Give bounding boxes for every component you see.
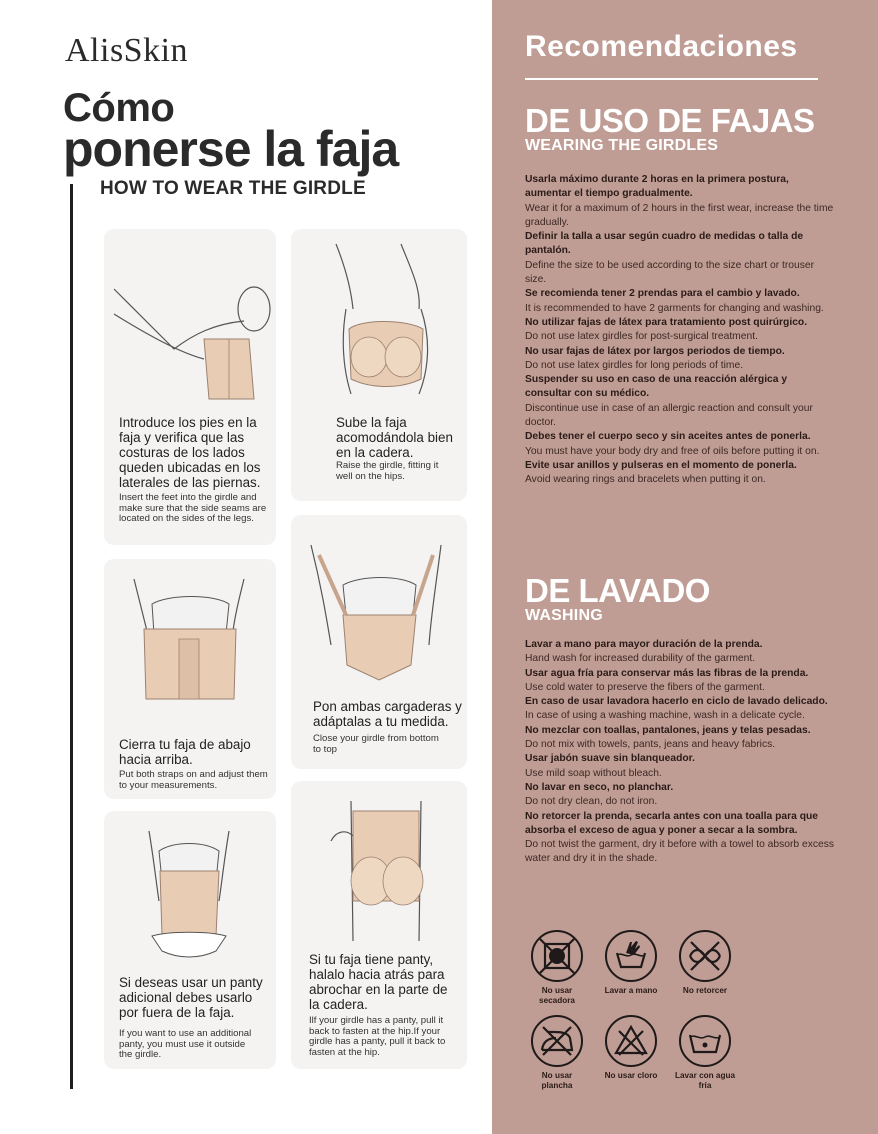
care-label: Lavar a mano xyxy=(604,986,658,995)
recommendations-underline xyxy=(525,78,818,80)
step-card-1 xyxy=(104,229,276,545)
page-title-line1: Cómo xyxy=(63,86,175,130)
use-item: Definir la talla a usar según cuadro de medidas o talla de pantalón. Define the size to be used according to the size chart or trouser size. xyxy=(525,231,815,286)
step-6-text-es: Si tu faja tiene panty, halalo hacia atrás para abrochar en la parte de la cadera. xyxy=(309,952,448,1012)
care-label: No usar secadora xyxy=(539,986,575,1005)
no-wring-icon xyxy=(679,930,731,982)
wash-section-title: DE LAVADO xyxy=(525,572,710,609)
care-label: No usar cloro xyxy=(604,1071,658,1080)
page-subtitle: HOW TO WEAR THE GIRDLE xyxy=(100,178,366,199)
step-card-4 xyxy=(291,515,467,769)
step-6-text-en: Ilf your girdle has a panty, pull it back to fasten at the hip.If your girdle has a panty, pull it back to fasten at the hip. xyxy=(309,1015,446,1058)
step-5-text-en: If you want to use an additional panty, you must use it outside the girdle. xyxy=(119,1028,252,1060)
step-3-text-es: Cierra tu faja de abajo hacia arriba. xyxy=(119,737,251,767)
wash-item: Usar agua fría para conservar más las fibras de la prenda. Use cold water to preserve the fibers of the garment. xyxy=(525,667,809,693)
recommendations-title: Recomendaciones xyxy=(525,30,798,63)
wash-item: Lavar a mano para mayor duración de la prenda. Hand wash for increased durability of the garment. xyxy=(525,639,763,665)
care-item-no-wring xyxy=(674,930,736,1005)
step-card-6 xyxy=(291,781,467,1069)
wash-recommendations-list xyxy=(525,638,835,867)
care-item-no-tumble-dry xyxy=(526,930,588,1005)
wash-item: No mezclar con toallas, pantalones, jeans y telas pesadas. Do not mix with towels, pants, jeans and heavy fabrics. xyxy=(525,724,811,751)
step-4-text-en: Close your girdle from bottom to top xyxy=(313,733,439,755)
wash-item: En caso de usar lavadora hacerlo en ciclo de lavado delicado. In case of using a washing machine, wash in a delicate cycle. xyxy=(525,696,828,722)
step-1-illustration xyxy=(104,229,276,409)
use-section-subtitle: WEARING THE GIRDLES xyxy=(525,137,719,154)
step-4-text-es: Pon ambas cargaderas y adáptalas a tu medida. xyxy=(313,699,462,729)
use-item: No usar fajas de látex por largos periodos de tiempo. Do not use latex girdles for long periods of time. xyxy=(525,345,785,371)
use-item: Suspender su uso en caso de una reacción alérgica y consultar con su médico. Discontinue use in case of an allergic reaction and consult your doctor. xyxy=(525,374,813,429)
step-5-text-es: Si deseas usar un panty adicional debes usarlo por fuera de la faja. xyxy=(119,975,263,1020)
step-3-illustration xyxy=(104,559,276,709)
care-icons-row-2 xyxy=(526,1015,736,1090)
step-5-illustration xyxy=(104,811,276,971)
care-label: No usar plancha xyxy=(541,1071,573,1090)
use-section-title: DE USO DE FAJAS xyxy=(525,102,815,139)
no-tumble-dry-icon xyxy=(531,930,583,982)
use-item: No utilizar fajas de látex para tratamiento post quirúrgico. Do not use latex girdles for post-surgical treatment. xyxy=(525,316,808,343)
no-bleach-icon xyxy=(605,1015,657,1067)
step-card-5 xyxy=(104,811,276,1069)
care-item-cold-wash xyxy=(674,1015,736,1090)
vertical-divider xyxy=(70,184,73,1089)
brand-logo: AlisSkin xyxy=(65,32,189,69)
page-title-line2: ponerse la faja xyxy=(63,121,399,177)
step-2-illustration xyxy=(291,229,467,409)
use-item: Evite usar anillos y pulseras en el momento de ponerla. Avoid wearing rings and bracelets when putting it on. xyxy=(525,459,797,486)
step-card-2 xyxy=(291,229,467,501)
care-icons-row-1 xyxy=(526,930,736,1005)
wash-item: No retorcer la prenda, secarla antes con una toalla para que absorba el exceso de agua y poner a secar a la sombra. Do not twist the garment, dry it before with a towel to absorb excess water and dry it in the shade. xyxy=(525,810,835,865)
no-iron-icon xyxy=(531,1015,583,1067)
step-1-text-es: Introduce los pies en la faja y verifica que las costuras de los lados queden ubicadas en los laterales de las piernas. xyxy=(119,415,261,490)
step-6-illustration xyxy=(291,781,467,951)
use-recommendations-list xyxy=(525,173,835,488)
wash-section-subtitle: WASHING xyxy=(525,607,603,624)
step-4-illustration xyxy=(291,515,467,685)
use-item: Usarla máximo durante 2 horas en la primera postura, aumentar el tiempo gradualmente. Wear it for a maximum of 2 hours in the first wear, increase the time gradually. xyxy=(525,174,834,228)
care-item-no-iron xyxy=(526,1015,588,1090)
cold-wash-icon xyxy=(679,1015,731,1067)
wash-item: No lavar en seco, no planchar. Do not dry clean, do not iron. xyxy=(525,781,674,808)
care-label: No retorcer xyxy=(682,986,728,995)
wash-item: Usar jabón suave sin blanqueador. Use mild soap without bleach. xyxy=(525,753,695,779)
hand-wash-icon xyxy=(605,930,657,982)
recommendations-panel xyxy=(492,0,878,1134)
step-1-text-en: Insert the feet into the girdle and make sure that the side seams are located on the sides of the legs. xyxy=(119,492,267,524)
step-2-text-en: Raise the girdle, fitting it well on the hips. xyxy=(336,460,439,482)
care-label: Lavar con agua fría xyxy=(674,1071,736,1090)
care-item-hand-wash xyxy=(600,930,662,1005)
care-item-no-bleach xyxy=(600,1015,662,1090)
use-item: Debes tener el cuerpo seco y sin aceites antes de ponerla. You must have your body dry and free of oils before putting it on. xyxy=(525,431,820,457)
step-3-text-en: Put both straps on and adjust them to your measurements. xyxy=(119,769,268,791)
use-item: Se recomienda tener 2 prendas para el cambio y lavado. It is recommended to have 2 garments for changing and washing. xyxy=(525,288,824,314)
step-2-text-es: Sube la faja acomodándola bien en la cadera. xyxy=(336,415,453,460)
step-card-3 xyxy=(104,559,276,799)
